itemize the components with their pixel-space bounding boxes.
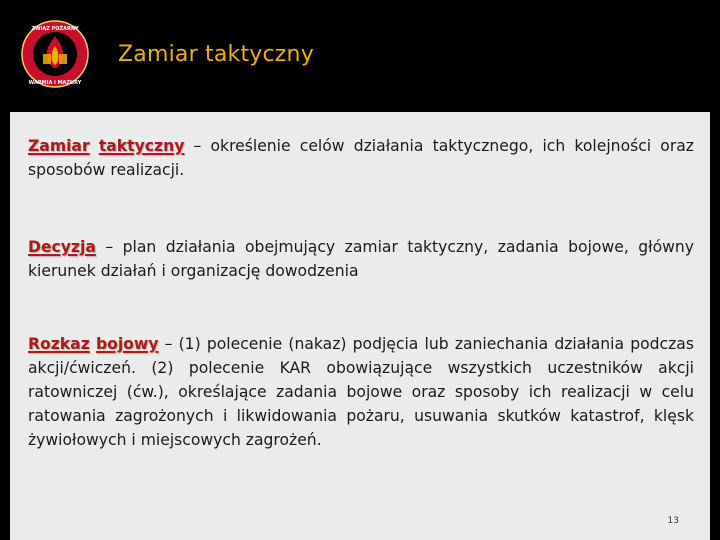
- slide-content: [10, 112, 710, 540]
- term-word: Rozkaz: [28, 335, 90, 353]
- definition-text: – plan działania obejmujący zamiar taktyczny, zadania bojowe, główny kierunek działań i organizację dowodzenia: [28, 238, 694, 280]
- definition-rozkaz-bojowy: [28, 332, 694, 452]
- slide-title: Zamiar taktyczny: [118, 42, 314, 67]
- definition-decyzja: [28, 235, 694, 283]
- slide-header: [0, 0, 720, 112]
- term-word: taktyczny: [98, 137, 185, 155]
- term-word: bojowy: [95, 335, 159, 353]
- svg-text:ZWIĄZ POŻARNY: ZWIĄZ POŻARNY: [31, 26, 79, 32]
- definition-text: – określenie celów działania taktycznego, ich kolejności oraz sposobów realizacji.: [28, 137, 694, 179]
- definition-zamiar-taktyczny: [28, 134, 694, 182]
- svg-text:WARMIA i MAZURY: WARMIA i MAZURY: [28, 80, 82, 86]
- term-word: Zamiar: [28, 137, 90, 155]
- fire-brigade-emblem-icon: [20, 18, 90, 90]
- page-number: 13: [667, 516, 679, 526]
- definition-text: – (1) polecenie (nakaz) podjęcia lub zaniechania działania podczas akcji/ćwiczeń. (2) polecenie KAR obowiązujące wszystkich uczestników akcji ratowniczej (ćw.), określające zadania bojowe oraz sposoby ich realizacji w celu ratowania zagrożonych i likwidowania pożaru, usuwania skutków katastrof, klęsk żywiołowych i miejscowych zagrożeń.: [28, 335, 694, 449]
- term-word: Decyzja: [28, 238, 96, 256]
